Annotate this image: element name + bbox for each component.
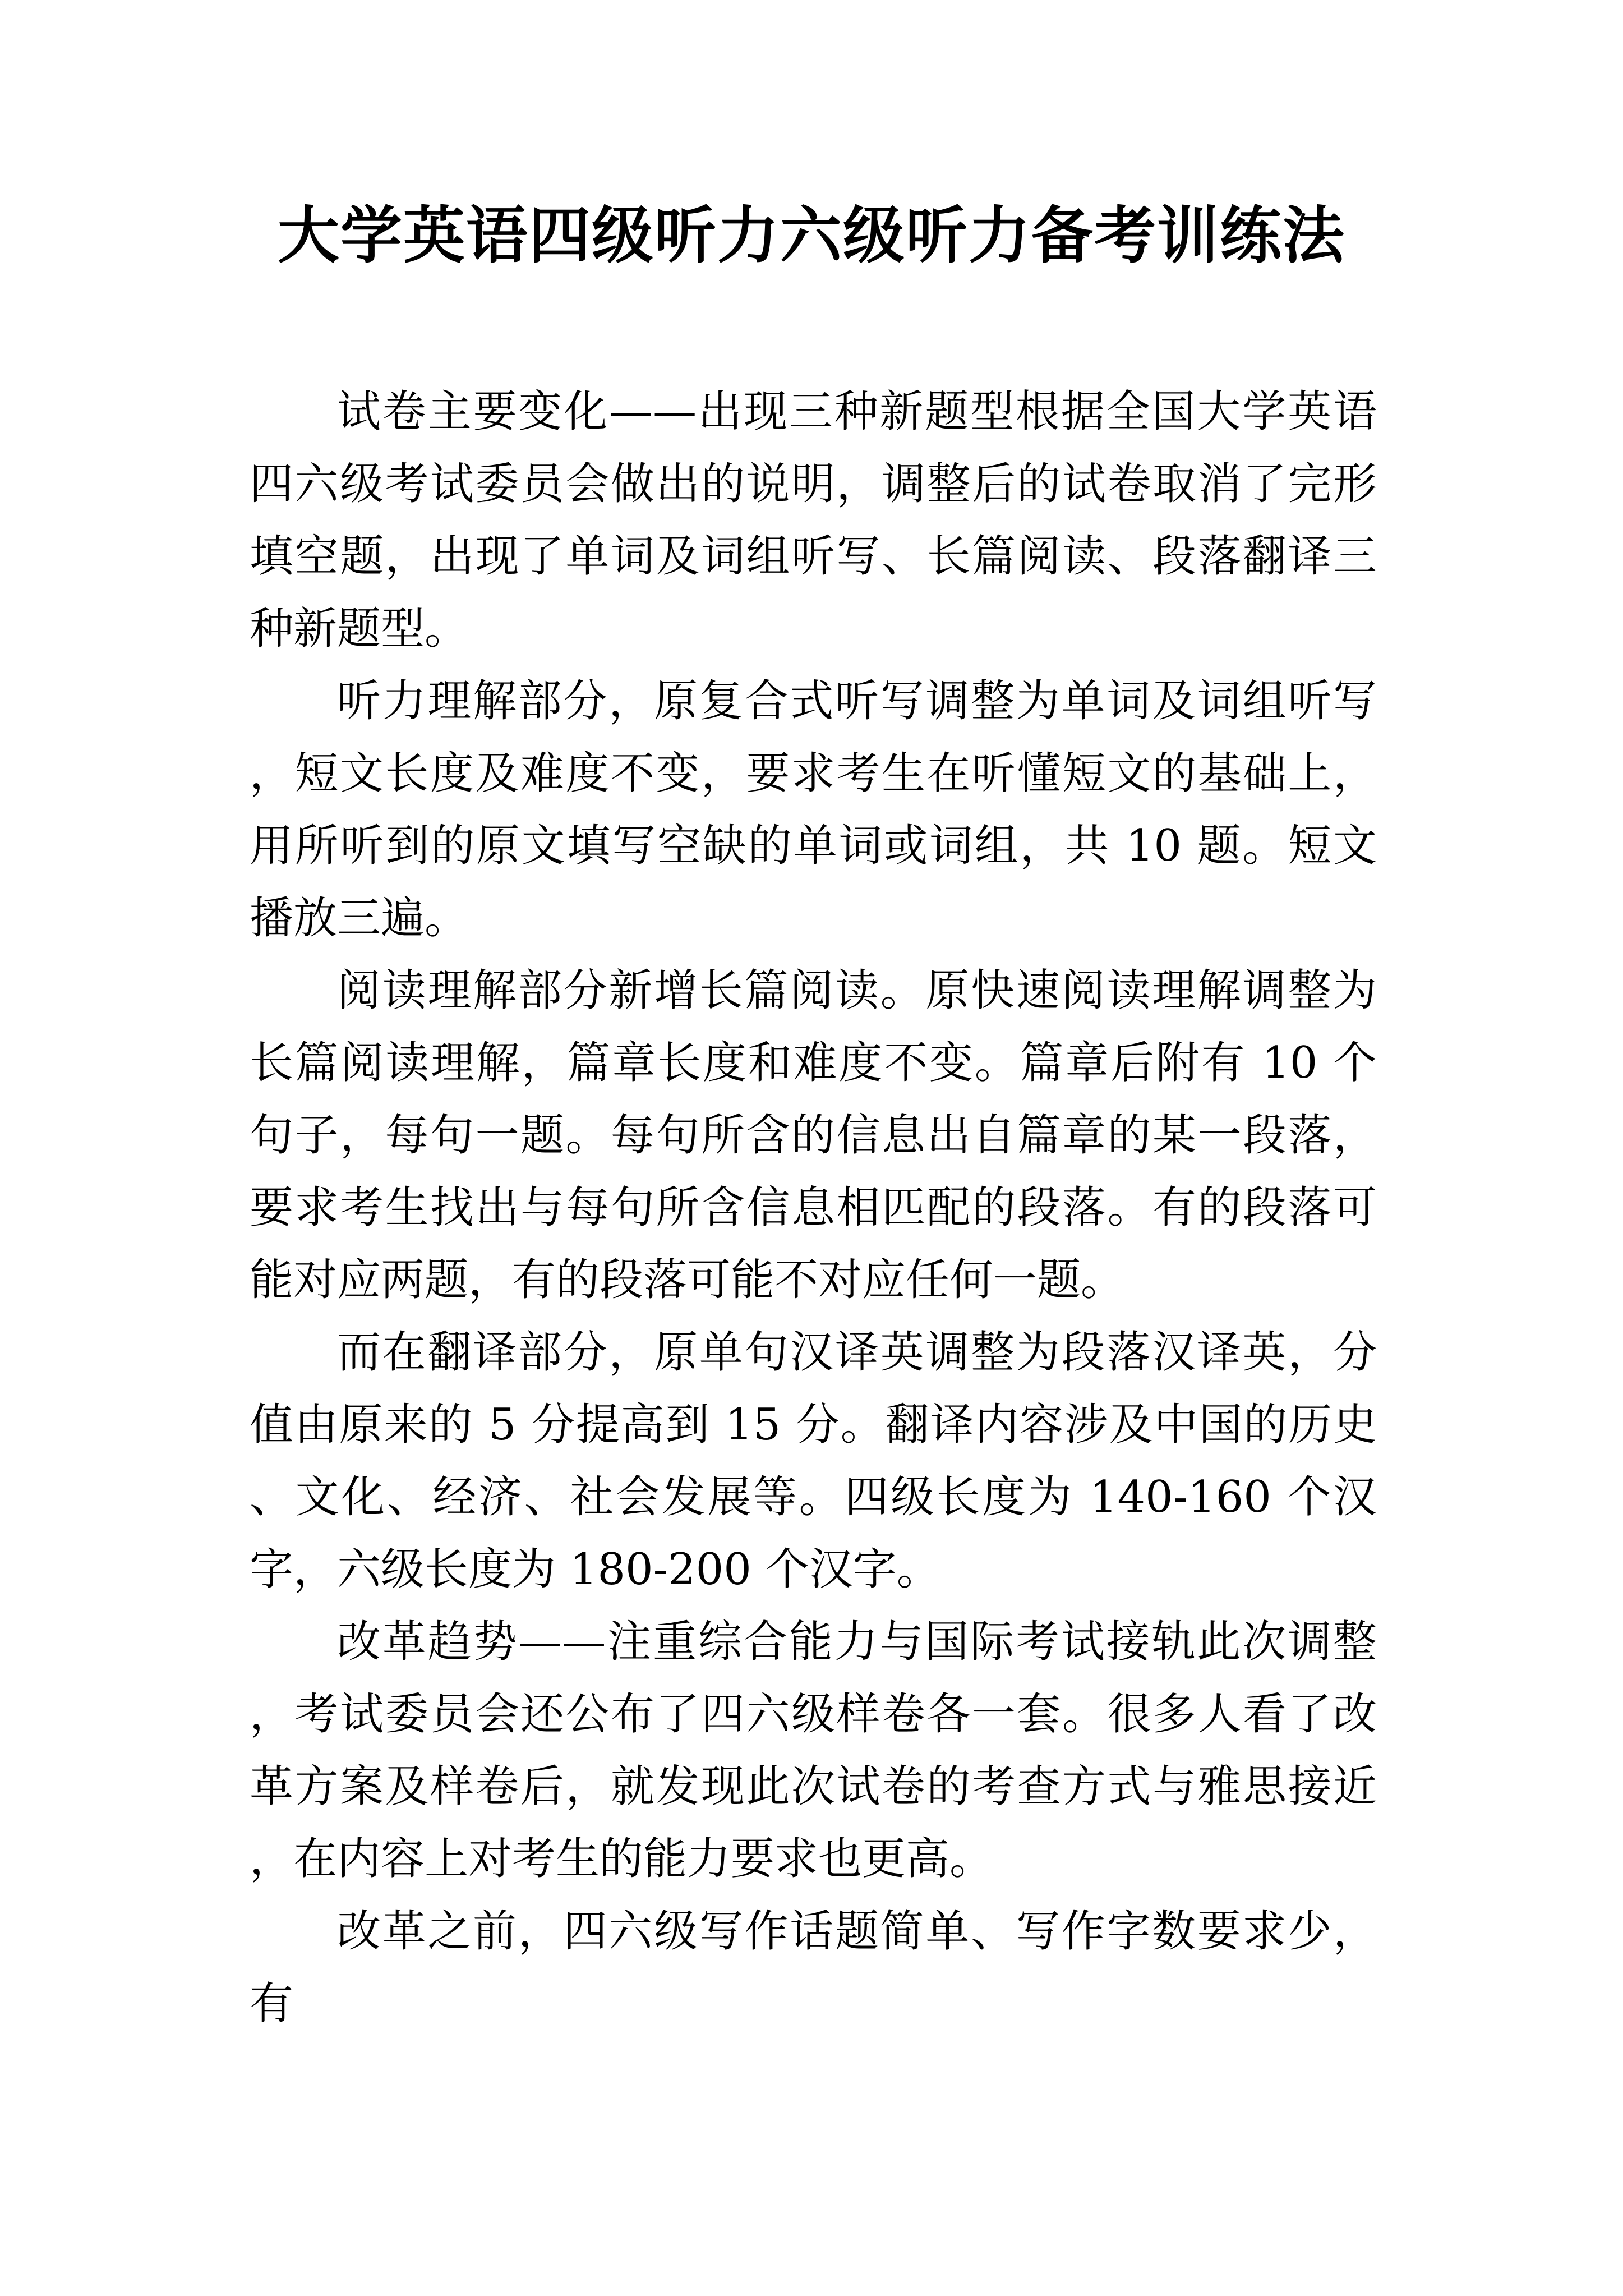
paragraph: 听力理解部分，原复合式听写调整为单词及词组听写，短文长度及难度不变，要求考生在听懂短文的基础上，用所听到的原文填写空缺的单词或词组，共 10 题。短文播放三遍。: [250, 676, 1377, 944]
paragraph: 阅读理解部分新增长篇阅读。原快速阅读理解调整为长篇阅读理解，篇章长度和难度不变。篇章后附有 10 个句子，每句一题。每句所含的信息出自篇章的某一段落，要求考生找出与每句所含信息相匹配的段落。有的段落可能对应两题，有的段落可能不对应任何一题。: [250, 965, 1377, 1305]
paragraph: 而在翻译部分，原单句汉译英调整为段落汉译英，分值由原来的 5 分提高到 15 分。翻译内容涉及中国的历史、文化、经济、社会发展等。四级长度为 140-160 个汉字，六级长度为 180-200 个汉字。: [250, 1327, 1377, 1595]
paragraph: 改革趋势——注重综合能力与国际考试接轨此次调整，考试委员会还公布了四六级样卷各一套。很多人看了改革方案及样卷后，就发现此次试卷的考查方式与雅思接近，在内容上对考生的能力要求也更高。: [250, 1617, 1377, 1884]
document-body: [250, 376, 1377, 2040]
document-title: 大学英语四级听力六级听力备考训练法: [278, 199, 1345, 272]
paragraph: 试卷主要变化——出现三种新题型根据全国大学英语四六级考试委员会做出的说明，调整后的试卷取消了完形填空题，出现了单词及词组听写、长篇阅读、段落翻译三种新题型。: [250, 386, 1377, 654]
paragraph: 改革之前，四六级写作话题简单、写作字数要求少，有: [250, 1906, 1377, 2029]
